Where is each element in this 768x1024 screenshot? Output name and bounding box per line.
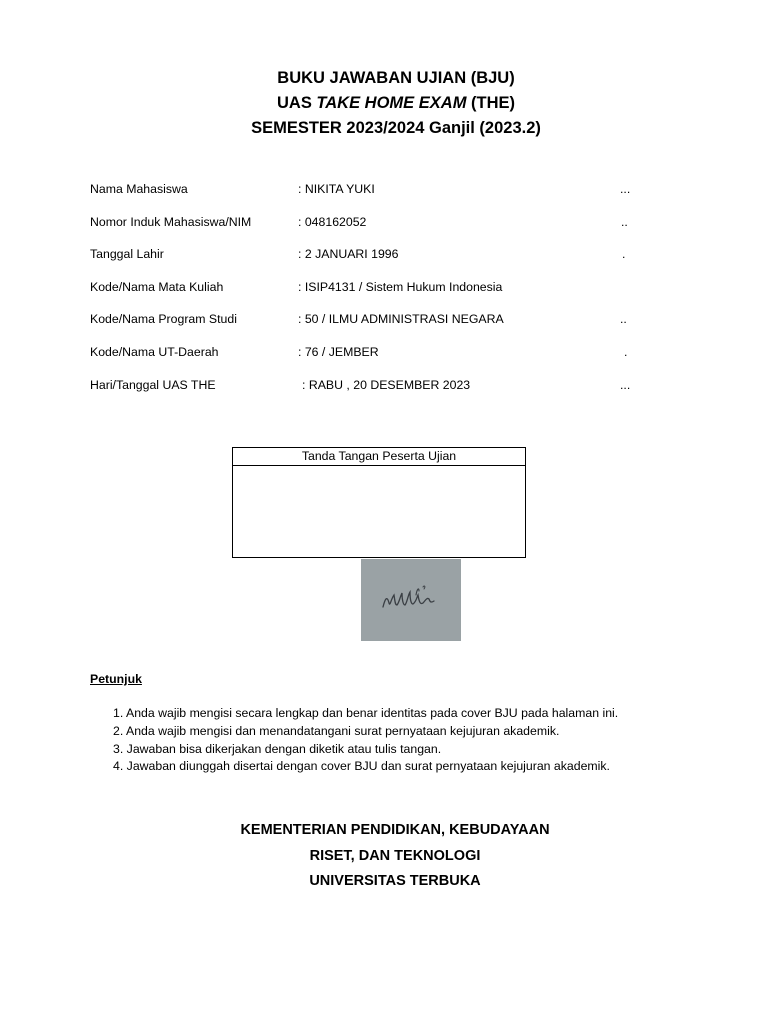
title-line-2-italic: TAKE HOME EXAM xyxy=(316,94,467,112)
title-line-2-prefix: UAS xyxy=(276,94,317,112)
identity-label: Kode/Nama Mata Kuliah xyxy=(90,279,224,294)
identity-row-birthdate xyxy=(90,247,650,280)
instruction-item: 2. Anda wajib mengisi dan menandatangani surat pernyataan kejujuran akademik. xyxy=(113,723,560,738)
instructions-title: Petunjuk xyxy=(90,672,142,686)
footer-line-1: KEMENTERIAN PENDIDIKAN, KEBUDAYAAN xyxy=(240,822,550,838)
identity-label: Nomor Induk Mahasiswa/NIM xyxy=(90,214,252,229)
identity-row-exam-date xyxy=(90,378,650,411)
instruction-item: 3. Jawaban bisa dikerjakan dengan diketik atau tulis tangan. xyxy=(113,741,442,756)
identity-value: : RABU , 20 DESEMBER 2023 xyxy=(302,377,471,392)
identity-row-program xyxy=(90,312,650,345)
identity-label: Kode/Nama Program Studi xyxy=(90,312,237,327)
identity-dots: ... xyxy=(620,377,631,392)
identity-row-course xyxy=(90,280,650,313)
identity-value: : NIKITA YUKI xyxy=(298,182,375,196)
identity-row-nim xyxy=(90,215,650,248)
handwritten-signature-icon xyxy=(361,559,461,641)
identity-value: : 048162052 xyxy=(298,214,367,229)
institution-footer xyxy=(0,818,768,895)
instruction-item: 1. Anda wajib mengisi secara lengkap dan benar identitas pada cover BJU pada halaman ini. xyxy=(113,706,619,720)
footer-line-3: UNIVERSITAS TERBUKA xyxy=(309,873,481,889)
instruction-item: 4. Jawaban diunggah disertai dengan cover BJU dan surat pernyataan kejujuran akademik. xyxy=(113,759,610,774)
identity-label: Tanggal Lahir xyxy=(90,247,164,262)
signature-box xyxy=(232,447,526,558)
identity-value: : 50 / ILMU ADMINISTRASI NEGARA xyxy=(298,312,504,327)
title-line-3: SEMESTER 2023/2024 Ganjil (2023.2) xyxy=(251,119,541,137)
identity-table xyxy=(90,182,650,410)
signature-box-title: Tanda Tangan Peserta Ujian xyxy=(233,448,525,466)
identity-row-region xyxy=(90,345,650,378)
title-line-2 xyxy=(0,91,768,116)
document-title xyxy=(0,66,768,141)
identity-dots: ... xyxy=(620,182,631,196)
identity-row-name xyxy=(90,182,650,215)
instructions-list xyxy=(113,705,618,776)
signature-image xyxy=(361,559,461,641)
identity-dots: . xyxy=(624,344,628,359)
title-line-1: BUKU JAWABAN UJIAN (BJU) xyxy=(277,69,515,87)
identity-label: Hari/Tanggal UAS THE xyxy=(90,377,216,392)
identity-dots: .. xyxy=(621,214,628,229)
identity-value: : 76 / JEMBER xyxy=(298,344,379,359)
footer-line-2: RISET, DAN TEKNOLOGI xyxy=(309,847,481,864)
identity-dots: .. xyxy=(620,312,627,327)
identity-value: : ISIP4131 / Sistem Hukum Indonesia xyxy=(298,279,503,294)
identity-label: Kode/Nama UT-Daerah xyxy=(90,344,219,359)
title-line-2-suffix: (THE) xyxy=(466,94,516,112)
identity-value: : 2 JANUARI 1996 xyxy=(298,247,399,262)
identity-dots: . xyxy=(622,247,626,262)
identity-label: Nama Mahasiswa xyxy=(90,182,188,196)
